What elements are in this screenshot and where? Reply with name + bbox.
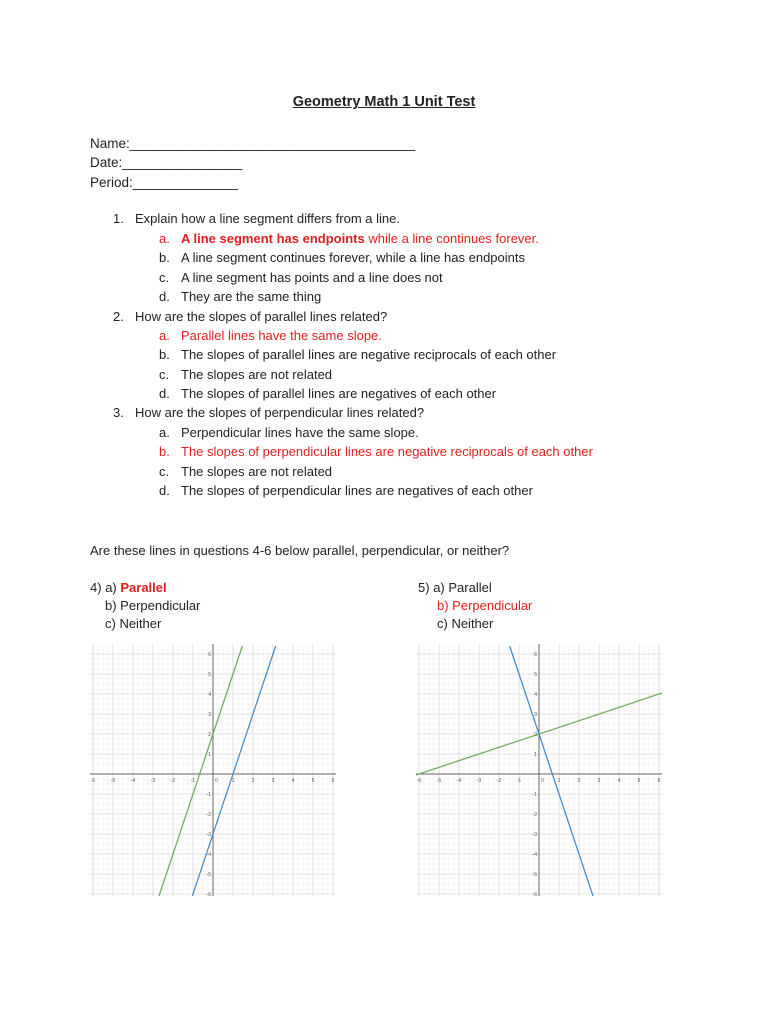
graph4-x-tick-label: -2 — [170, 778, 176, 784]
graph5-x-tick-label: 3 — [597, 778, 601, 784]
question-2-option-a[interactable]: a. Parallel lines have the same slope. — [159, 328, 382, 343]
graph4-x-tick-label: -3 — [150, 778, 156, 784]
date-field[interactable]: Date:________________ — [90, 155, 243, 170]
graph5-y-tick-label: -2 — [532, 812, 537, 818]
question-5-option-c[interactable]: c) Neither — [437, 616, 494, 631]
graph4-x-tick-label: 1 — [231, 778, 235, 784]
period-field[interactable]: Period:______________ — [90, 175, 238, 190]
graph5-x-tick-label: -3 — [476, 778, 482, 784]
question-2-option-c[interactable]: c. The slopes are not related — [159, 367, 333, 382]
graph4-y-tick-label: -4 — [206, 852, 211, 858]
graph5-x-tick-label: 6 — [657, 778, 661, 784]
graph5-x-tick-label: -1 — [516, 778, 522, 784]
graph4-y-tick-label: -5 — [206, 872, 211, 878]
graph-question-5 — [416, 644, 662, 896]
question-2-number: 2. — [113, 309, 124, 324]
graph5-x-tick-label: 2 — [577, 778, 581, 784]
graph-question-4 — [90, 644, 336, 896]
graph5-y-tick-label: 4 — [534, 692, 537, 698]
graph5-x-tick-label: -5 — [436, 778, 442, 784]
graph4-x-tick-label: -4 — [130, 778, 136, 784]
graph5-y-tick-label: 1 — [534, 752, 537, 758]
question-4-option-b[interactable]: b) Perpendicular — [105, 598, 201, 613]
question-3-text: How are the slopes of perpendicular lines related? — [135, 405, 425, 420]
question-4-option-c[interactable]: c) Neither — [105, 616, 162, 631]
graph5-x-tick-label: -2 — [496, 778, 502, 784]
question-1-number: 1. — [113, 211, 124, 226]
graph5-y-tick-label: 3 — [534, 712, 537, 718]
graph5-x-tick-label: 1 — [557, 778, 561, 784]
graph4-x-tick-label: 3 — [271, 778, 275, 784]
question-1-option-b[interactable]: b. A line segment continues forever, while a line has endpoints — [159, 250, 525, 265]
graph4-x-tick-label: 5 — [311, 778, 315, 784]
graph5-y-tick-label: -1 — [532, 792, 537, 798]
graph4-x-tick-label: 6 — [331, 778, 335, 784]
question-3-option-b[interactable]: b. The slopes of perpendicular lines are negative reciprocals of each other — [159, 444, 593, 459]
name-field[interactable]: Name:______________________________________ — [90, 136, 416, 151]
question-2-option-d[interactable]: d. The slopes of parallel lines are negatives of each other — [159, 386, 497, 401]
graph4-x-tick-label: -5 — [110, 778, 116, 784]
graph4-x-tick-label: 2 — [251, 778, 255, 784]
graph4-y-tick-label: 4 — [208, 692, 211, 698]
question-1-option-d[interactable]: d. They are the same thing — [159, 289, 322, 304]
question-1-option-a[interactable]: a. A line segment has endpoints while a line continues forever. — [159, 231, 539, 246]
graph4-y-tick-label: 6 — [208, 652, 211, 658]
question-3-option-a[interactable]: a. Perpendicular lines have the same slope. — [159, 425, 419, 440]
question-1-option-c[interactable]: c. A line segment has points and a line does not — [159, 270, 443, 285]
graph4-y-tick-label: 1 — [208, 752, 211, 758]
graph4-x-tick-label: 4 — [291, 778, 295, 784]
graph5-x-tick-label: 4 — [617, 778, 621, 784]
graph4-y-tick-label: -1 — [206, 792, 211, 798]
graph4-x-tick-label: -1 — [190, 778, 196, 784]
graph5-x-tick-label: 5 — [637, 778, 641, 784]
question-3-option-c[interactable]: c. The slopes are not related — [159, 464, 333, 479]
graph4-y-tick-label: -2 — [206, 812, 211, 818]
graph5-y-tick-label: 6 — [534, 652, 537, 658]
question-5-option-b[interactable]: b) Perpendicular — [437, 598, 533, 613]
graph5-y-tick-label: -6 — [532, 892, 537, 896]
section-prompt: Are these lines in questions 4-6 below parallel, perpendicular, or neither? — [90, 543, 510, 558]
graph4-y-tick-label: -6 — [206, 892, 211, 896]
graph5-y-tick-label: -3 — [532, 832, 537, 838]
graph5-y-tick-label: -4 — [532, 852, 537, 858]
page-title: Geometry Math 1 Unit Test — [292, 94, 476, 110]
question-3-option-d[interactable]: d. The slopes of perpendicular lines are negatives of each other — [159, 483, 533, 498]
graph5-y-tick-label: -5 — [532, 872, 537, 878]
question-4-option-a[interactable]: 4) a) Parallel — [90, 580, 167, 595]
question-2-text: How are the slopes of parallel lines related? — [135, 309, 388, 324]
graph5-y-tick-label: 5 — [534, 672, 537, 678]
graph5-x-tick-label: 0 — [541, 778, 544, 784]
question-2-option-b[interactable]: b. The slopes of parallel lines are negative reciprocals of each other — [159, 347, 557, 362]
question-1-text: Explain how a line segment differs from a line. — [135, 211, 400, 226]
graph4-x-tick-label: 0 — [215, 778, 218, 784]
graph4-y-tick-label: 3 — [208, 712, 211, 718]
graph5-x-tick-label: -4 — [456, 778, 462, 784]
graph4-y-tick-label: -3 — [206, 832, 211, 838]
graph4-y-tick-label: 5 — [208, 672, 211, 678]
question-3-number: 3. — [113, 405, 124, 420]
graph5-x-tick-label: -6 — [416, 778, 422, 784]
question-5-option-a[interactable]: 5) a) Parallel — [418, 580, 492, 595]
graph4-y-tick-label: 2 — [208, 732, 211, 738]
graph4-x-tick-label: -6 — [90, 778, 96, 784]
